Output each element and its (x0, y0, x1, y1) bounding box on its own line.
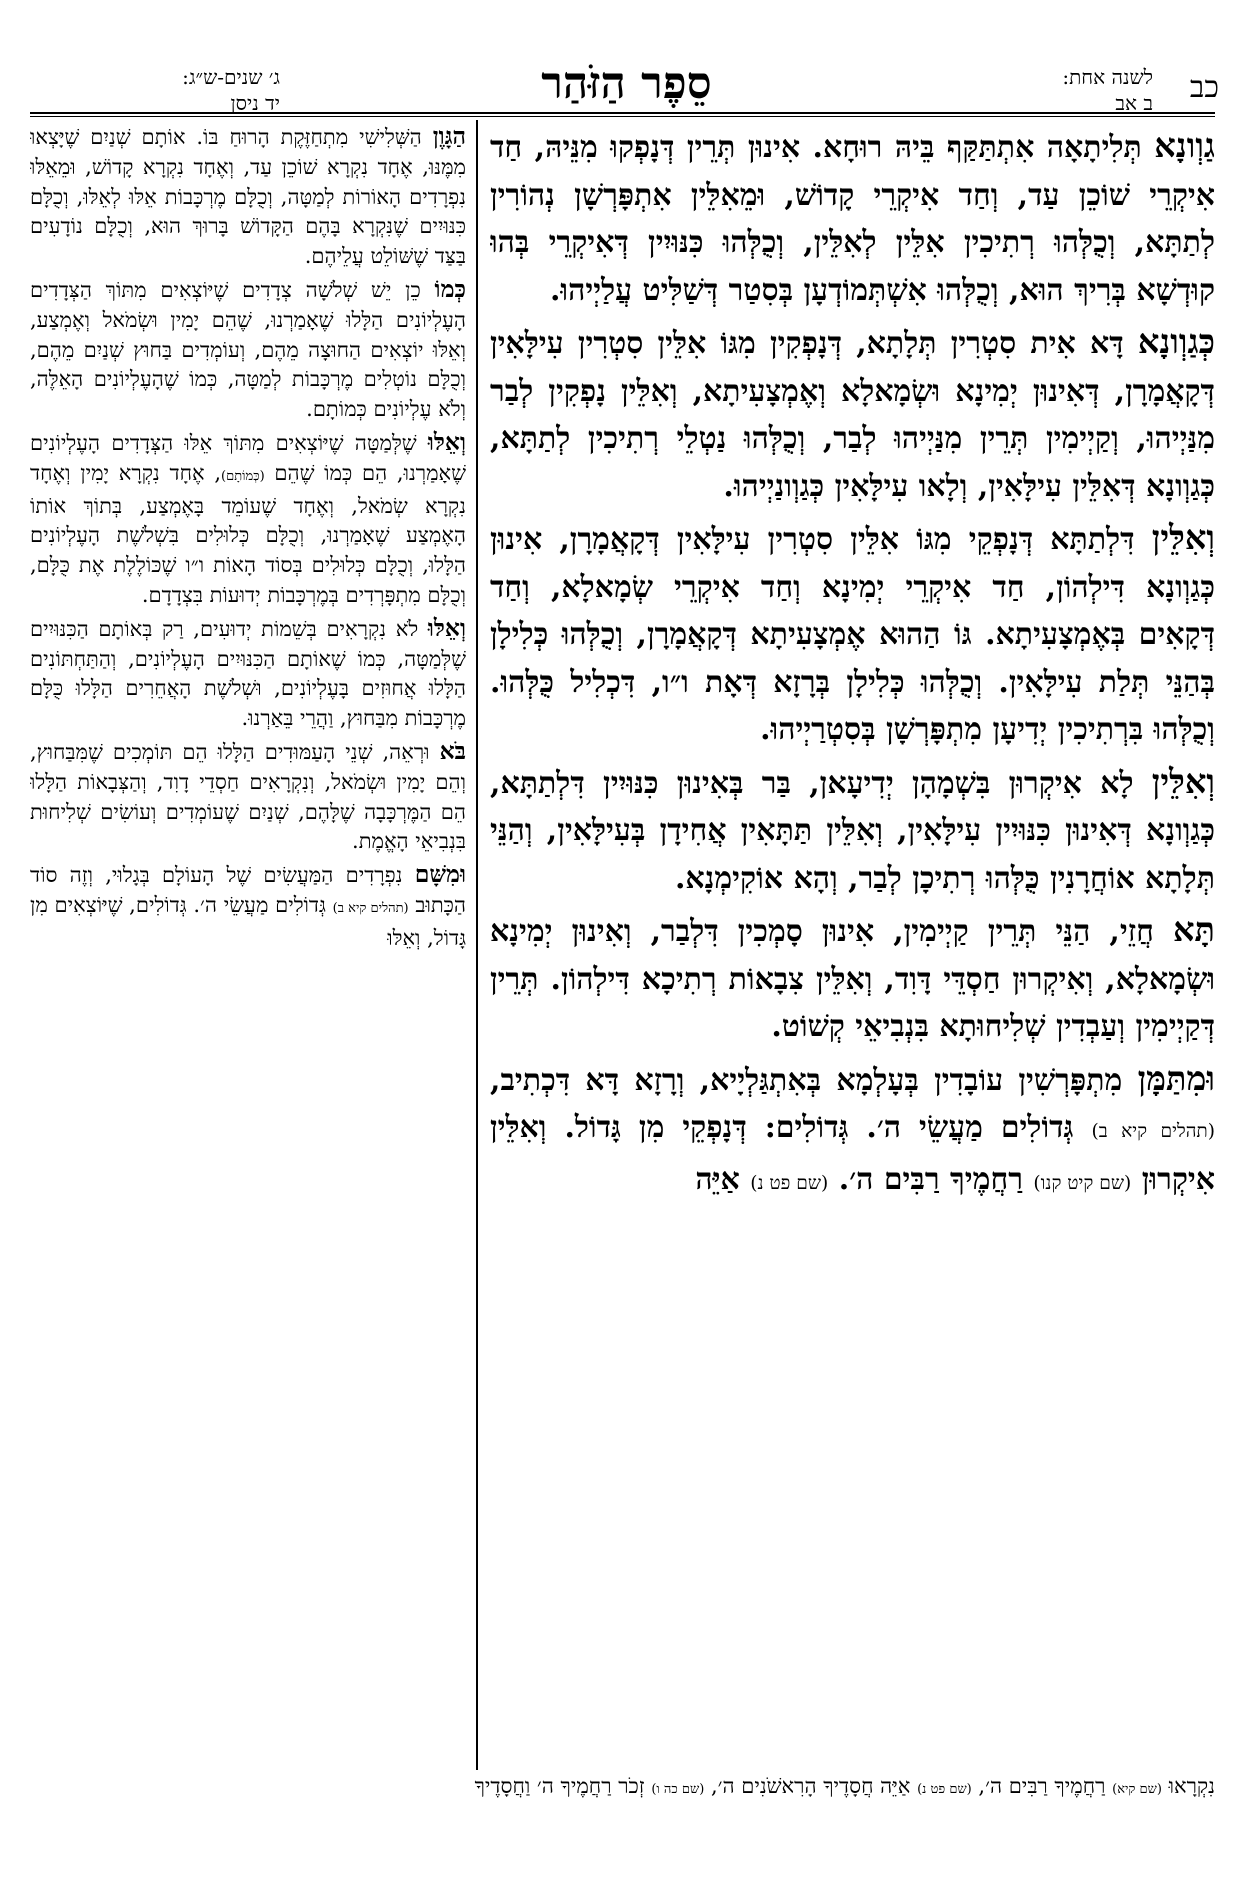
footer-text: אַיֵּה חֲסָדֶיךָ הָרִאשֹׁנִים ה׳, (704, 1774, 918, 1798)
reading-schedule-date: ב אב (1115, 91, 1153, 115)
paragraph-lead-word: הַגָּוֶן (432, 122, 466, 150)
reading-schedule-date: יד ניסן (230, 91, 280, 115)
main-paragraph (490, 318, 1215, 510)
paragraph-text: דָּא אִית סִטְרִין תְּלָתָא, דְּנָפְקִין מִגּוֹ אִלֵּין סִטְרִין עִילָּאִין דְּקָאֲמָרָן, דְּאִינוּן יְמִינָא וּשְׂמָאלָא וְאֶמְצָעִיתָא, וְאִלֵּין נָפְקִין לְבַר מִנַּיְיהוּ, וְקַיְימִין תְּרֵין מִנַּיְיהוּ לְבַר, וְכֻלְּהוּ נַטְלֵי רְתִיכִין לְתַתָּא, כְּגַוְונָא דְּאִלֵּין עִילָּאִין, וְלָאו עִילָּאִין כְּגַוְונַיְיהוּ. (490, 326, 1215, 504)
paragraph-lead-word: וְאֵלּוּ (427, 427, 466, 456)
paragraph-text: לָא אִיקְרוּן בִּשְׁמָהָן יְדִיעָאן, בַּר בְּאִינוּן כִּנּוּיִין דִּלְתַתָּא, כְּגַוְונָא דְּאִינוּן כִּנּוּיִין עִילָּאִין, וְאִלֵּין תַּתָּאִין אֲחִידָן בְּעִילָּאִין, וְהַנֵּי תְּלָתָא אוֹחֲרָנִין כֻּלְּהוּ רְתִיכָן לְבַר, וְהָא אוֹקִימְנָא. (490, 765, 1215, 896)
paragraph-lead-word: וּמִתַּמָּן (1137, 1057, 1215, 1098)
paragraph-lead-word: בֹּא (439, 736, 466, 765)
commentary-paragraph (30, 860, 466, 953)
inline-gloss: (כְּמוֹתָם) (221, 468, 265, 484)
main-paragraph (490, 758, 1215, 903)
paragraph-text: דִּלְתַתָּא דְּנָפְקֵי מִגּוֹ אִלֵּין סִטְרִין עִילָּאִין דְּקָאֲמָרָן, אִינוּן כְּגַוְונָא דִּילְהוֹן, חַד אִיקְרֵי יְמִינָא וְחַד אִיקְרֵי שְׂמָאלָא, וְחַד דְּקָאִים בְּאֶמְצָעִיתָא. גּוֹ הַהוּא אֶמְצָעִיתָא דְּקָאֲמָרָן, וְכֻלְּהוּ כְּלִילָן בְּהַנֵּי תְּלַת עִילָּאִין. וְכֻלְּהוּ כְּלִילָן בְּרָזָא דְּאָת ו״ו, דִּכְלִיל כֻּלְּהוּ. וְכֻלְּהוּ בִּרְתִיכִין יְדִיעָן מִתְפָּרְשָׁן בְּסִטְרַיְיהוּ. (490, 522, 1215, 747)
verse-reference: (תהלים קיא ב) (1091, 1121, 1215, 1142)
footer-text: זְכֹר רַחֲמֶיךָ ה׳ וַחֲסָדֶיךָ (474, 1774, 652, 1798)
verse-reference: (שם פט נ) (750, 1172, 829, 1194)
page-title: סֵפֶר הַזֹּהַר (541, 58, 712, 109)
commentary-paragraph (30, 614, 466, 734)
header-rule-thin (30, 116, 1215, 117)
paragraph-text: חֲזֵי, הַנֵּי תְּרֵין קַיְימִין, אִינוּן סָמְכִין דִּלְבַר, וְאִינוּן יְמִינָא וּשְׂמָאלָא, וְאִיקְרוּן חַסְדֵּי דָּוִד, וְאִלֵּין צִבָאוֹת רְתִיכָא דִּילְהוֹן. תְּרֵין דְּקַיְימִין וְעַבְדִין שְׁלִיחוּתָא בִּנְבִיאֵי קְשׁוֹט. (490, 914, 1215, 1044)
paragraph-lead-word: וְאִלֵּין (1151, 760, 1215, 801)
main-paragraph (490, 122, 1215, 314)
reading-schedule-three-years (30, 64, 280, 116)
paragraph-text: גְּדוֹלִים מַעֲשֵׂי ה׳. גְּדוֹלִים: דְּנָפְקֵי מִן גָּדוֹל. וְאִלֵּין אִיקְרוּן (490, 1110, 1215, 1197)
commentary-paragraph (30, 122, 466, 272)
page-number: כב (1189, 70, 1219, 105)
paragraph-text: וּרְאֵה, שְׁנֵי הָעַמּוּדִים הַלָּלוּ הֵם תּוֹמְכִים שֶׁמִּבַּחוּץ, וְהֵם יָמִין וּשְׂמֹאל, וְנִקְרָאִים חַסְדֵי דָוִד, וְהַצְּבָאוֹת הַלָּלוּ הֵם הַמֶּרְכָּבָה שֶׁלָּהֶם, שְׁנַיִם שֶׁעוֹמְדִים וְעוֹשִׂים שְׁלִיחוּת בִּנְבִיאֵי הָאֱמֶת. (30, 739, 466, 854)
paragraph-text: הַשְּׁלִישִׁי מִתְחַזֶּקֶת הָרוּחַ בּוֹ. אוֹתָם שְׁנַיִם שֶׁיָּצְאוּ מִמֶּנּוּ, אֶחָד נִקְרָא שׁוֹכֵן עַד, וְאֶחָד נִקְרָא קָדוֹשׁ, וּמֵאֵלּוּ נִפְרָדִים הָאוֹרוֹת לְמַטָּה, וְכֻלָּם מֶרְכָּבוֹת אֵלּוּ לְאֵלּוּ, וְכֻלָּם כִּנּוּיִים שֶׁנִּקְרָא בָּהֶם הַקָּדוֹשׁ בָּרוּךְ הוּא, וְכֻלָּם נוֹדָעִים בַּצַּד שֶׁשּׁוֹלֵט עֲלֵיהֶם. (30, 125, 466, 269)
paragraph-lead-word: כְּגַוְונָא (1137, 321, 1215, 361)
verse-reference: (תהלים קיא ב) (332, 900, 409, 916)
hebrew-translation-column (30, 122, 466, 1772)
footer-text: רַחֲמֶיךָ רַבִּים ה׳, (971, 1774, 1113, 1798)
paragraph-text: רַחֲמֶיךָ רַבִּים ה׳. (828, 1161, 1034, 1197)
paragraph-text: לֹא נִקְרָאִים בְּשֵׁמוֹת יְדוּעִים, רַק בְּאוֹתָם הַכִּנּוּיִים שֶׁלְּמַטָּה, כְּמוֹ שֶׁאוֹתָם הַכִּנּוּיִים הָעֶלְיוֹנִים, וְהַתַּחְתּוֹנִים הַלָּלוּ אֲחוּזִים בָּעֶלְיוֹנִים, וּשְׁלֹשֶׁת הָאֲחֵרִים הַלָּלוּ כֻּלָּם מֶרְכָּבוֹת מִבַּחוּץ, וַהֲרֵי בֵּאַרְנוּ. (30, 616, 466, 731)
paragraph-lead-word: וְאִלֵּין (1151, 517, 1215, 557)
paragraph-text: כֵן יֵשׁ שְׁלֹשָׁה צְדָדִים שֶׁיּוֹצְאִים מִתּוֹךְ הַצְּדָדִים הָעֶלְיוֹנִים הַלָּלוּ שֶׁאָמַרְנוּ, שֶׁהֵם יָמִין וּשְׂמֹאל וְאֶמְצַע, וְאֵלּוּ יוֹצְאִים הַחוּצָה מֵהֶם, וְעוֹמְדִים בַּחוּץ שְׁנַיִם מֵהֶם, וְכֻלָּם נוֹטְלִים מֶרְכָּבוֹת לְמַטָּה, כְּמוֹ שֶׁהָעֶלְיוֹנִים הָאֵלֶּה, וְלֹא עֶלְיוֹנִים כְּמוֹתָם. (30, 277, 466, 422)
verse-reference: (שם פט נ) (917, 1782, 972, 1797)
paragraph-text: אַיֵּה (695, 1161, 751, 1197)
paragraph-text: שֶׁלְּמַטָּה שֶׁיּוֹצְאִים מִתּוֹךְ אֵלּוּ הַצְּדָדִים הָעֶלְיוֹנִים שֶׁאָמַרְנוּ, הֵם כְּמוֹ שֶׁהֵם (30, 430, 466, 485)
reading-schedule-label: לשנה אחת: (1062, 65, 1153, 89)
paragraph-text: גְּדוֹלִים מַעֲשֵׂי ה׳. גְּדוֹלִים, שֶׁיּוֹצְאִים מִן גָּדוֹל, וְאֵלּוּ (30, 892, 466, 950)
zohar-aramaic-column (490, 122, 1215, 1772)
verse-reference: (שם קיט קנו) (1033, 1172, 1132, 1194)
reading-schedule-label: ג׳ שנים-ש״ג: (182, 65, 280, 89)
main-paragraph (490, 514, 1215, 754)
commentary-paragraph (30, 737, 466, 857)
commentary-paragraph (30, 428, 466, 611)
commentary-paragraph (30, 275, 466, 425)
paragraph-text: , אֶחָד נִקְרָא יָמִין וְאֶחָד נִקְרָא שְׂמֹאל, וְאֶחָד שֶׁעוֹמֵד בָּאֶמְצַע, בְּתוֹךְ אוֹתוֹ הָאֶמְצַע שֶׁאָמַרְנוּ, וְכֻלָּם כְּלוּלִים בִּשְׁלֹשֶׁת הָעֶלְיוֹנִים הַלָּלוּ, וְכֻלָּם כְּלוּלִים בְּסוֹד הָאוֹת ו״ו שֶׁכּוֹלֶלֶת אֶת כֻּלָּם, וְכֻלָּם מִתְפָּרְדִים בְּמֶרְכָּבוֹת יְדוּעוֹת בִּצְדָדָם. (30, 460, 466, 607)
main-paragraph (490, 1055, 1215, 1208)
paragraph-lead-word: תָּא (1172, 909, 1215, 949)
paragraph-lead-word: גַוְונָא (1154, 125, 1215, 165)
header-rule (30, 112, 1215, 114)
paragraph-lead-word: וְאֵלּוּ (427, 613, 466, 642)
commentary-continuation-line (30, 1770, 1215, 1806)
paragraph-lead-word: כְּמוֹ (434, 274, 466, 303)
main-paragraph (490, 906, 1215, 1051)
paragraph-text: תְּלִיתָאָה אִתְתַּקַּף בֵּיהּ רוּחָא. אִינוּן תְּרֵין דְּנָפְקוּ מִנֵּיהּ, חַד אִיקְרֵי שׁוֹכֵן עַד, וְחַד אִיקְרֵי קָדוֹשׁ, וּמֵאִלֵּין אִתְפָּרְשָׁן נְהוֹרִין לְתַתָּא, וְכֻלְּהוּ רְתִיכִין אִלֵּין לְאִלֵּין, וְכֻלְּהוּ כִּנּוּיִין דְּאִיקְרֵי בְּהוּ קוּדְשָׁא בְּרִיךְ הוּא, וְכֻלְּהוּ אִשְׁתְּמוֹדְעָן בְּסִטַר דְּשַׁלִּיט עֲלַיְיהוּ. (490, 130, 1215, 308)
footer-text: נִקְרָאוּ (1161, 1774, 1215, 1798)
paragraph-lead-word: וּמִשָּׁם (414, 860, 466, 889)
column-divider (476, 120, 478, 1770)
verse-reference: (שם כה ו) (651, 1782, 705, 1797)
verse-reference: (שם קיא) (1112, 1782, 1162, 1797)
paragraph-text: מִתְפָּרְשִׁין עוֹבָדִין בְּעָלְמָא בְּאִתְגַּלְיָיא, וְרָזָא דָּא דִּכְתִיב, (490, 1062, 1138, 1098)
paragraph-text: נִפְרָדִים הַמַּעֲשִׂים שֶׁל הָעוֹלָם בְּגָלוּי, וְזֶה סוֹד הַכָּתוּב (30, 863, 466, 917)
